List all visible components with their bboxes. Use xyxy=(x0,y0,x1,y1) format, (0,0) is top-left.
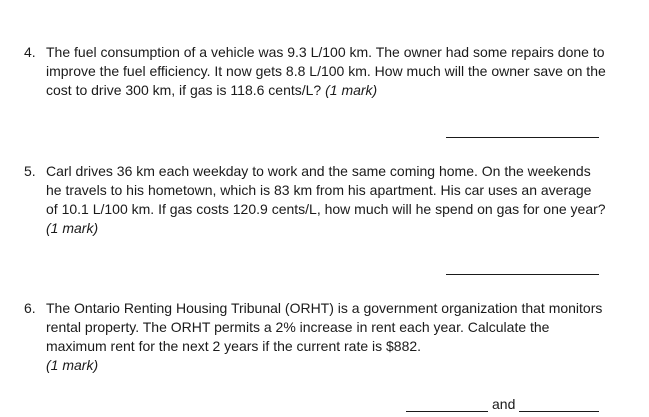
question-4 xyxy=(24,43,624,103)
question-body: Carl drives 36 km each weekday to work and the same coming home. On the weekends he travels to his hometown, which is 83 km from his apartment. His car uses an average of 10.1 L/100 km. If gas costs 120.9 cents/L, how much will he spend on gas for one year? xyxy=(46,163,606,217)
mark-value: (1 mark) xyxy=(46,220,99,236)
question-text xyxy=(46,43,606,100)
question-text xyxy=(46,299,606,375)
question-6 xyxy=(24,299,624,379)
answer-line[interactable] xyxy=(446,274,599,275)
question-5 xyxy=(24,162,624,242)
question-number: 6. xyxy=(24,300,36,316)
answer-line-second[interactable] xyxy=(519,411,599,412)
answer-line[interactable] xyxy=(446,137,599,138)
mark-value: (1 mark) xyxy=(46,357,99,373)
mark-value: (1 mark) xyxy=(325,82,378,98)
question-number: 4. xyxy=(24,44,36,60)
answer-line-first[interactable] xyxy=(406,411,488,412)
question-body: The fuel consumption of a vehicle was 9.3 L/100 km. The owner had some repairs done to improve the fuel efficiency. It now gets 8.8 L/100 km. How much will the owner save on the cost to drive 300 km, if gas is 118.6 cents/L? xyxy=(46,44,606,98)
question-number: 5. xyxy=(24,163,36,179)
and-label: and xyxy=(492,396,516,412)
question-text xyxy=(46,162,606,238)
question-body: The Ontario Renting Housing Tribunal (ORHT) is a government organization that monitors rental property. The ORHT permits a 2% increase in rent each year. Calculate the maximum rent for the next 2 years if the current rate is $882. xyxy=(46,300,603,354)
